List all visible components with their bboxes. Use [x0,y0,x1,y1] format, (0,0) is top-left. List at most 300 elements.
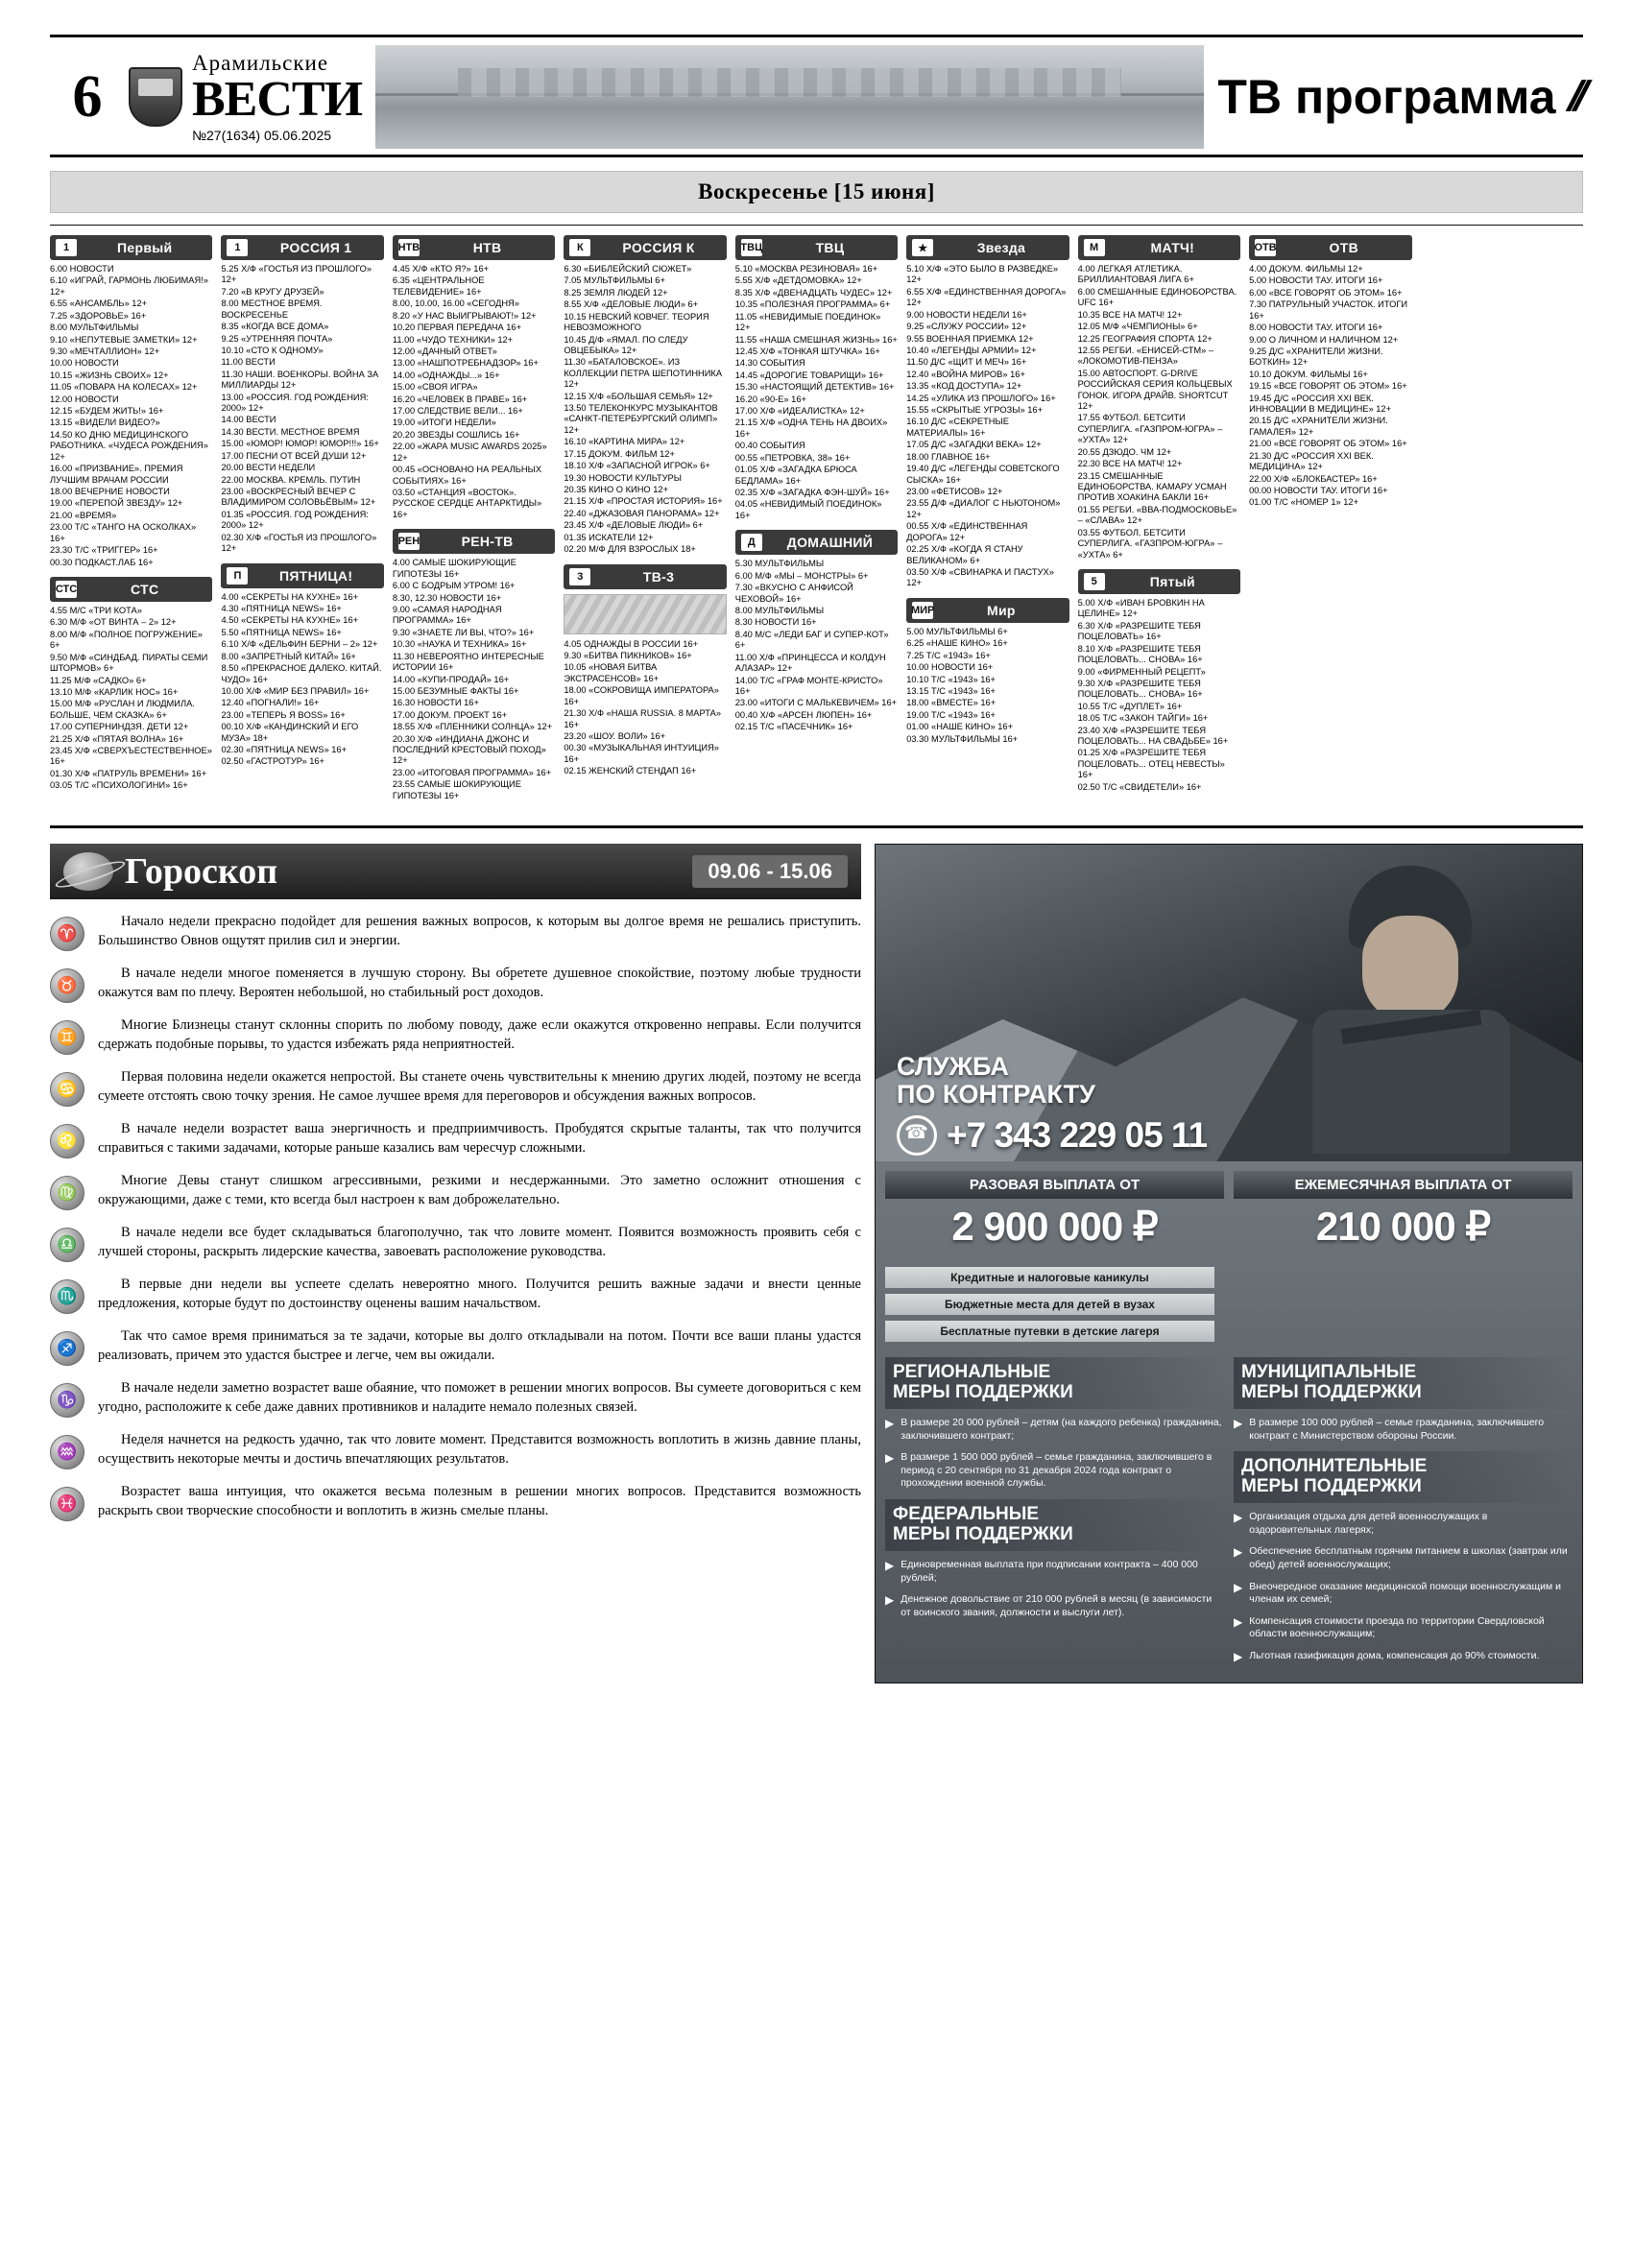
channel-listings [393,558,555,801]
program-entry: 00.30 ПОДКАСТ.ЛАБ 16+ [50,557,154,567]
program-entry: 4.30 «ПЯТНИЦА NEWS» 16+ [221,603,342,613]
program-entry: 9.55 ВОЕННАЯ ПРИЕМКА 12+ [906,333,1034,344]
program-entry: 12.25 ГЕОГРАФИЯ СПОРТА 12+ [1077,333,1213,344]
phone-icon [897,1115,937,1156]
program-entry: 23.00 «ВОСКРЕСНЫЙ ВЕЧЕР С ВЛАДИМИРОМ СОЛОВЬЁВЫМ» 12+ [221,487,376,508]
onetime-payment [885,1171,1224,1257]
measure-item [1234,1545,1573,1571]
section-title: ТВ программа [1217,70,1556,124]
program-entry: 5.10 Х/Ф «ЭТО БЫЛО В РАЗВЕДКЕ» 12+ [906,264,1059,285]
program-entry: 02.15 Т/С «ПАСЕЧНИК» 16+ [734,722,853,732]
ad-benefit-item: Бюджетные места для детей в вузах [885,1294,1214,1315]
program-entry: 02.15 ЖЕНСКИЙ СТЕНДАП 16+ [564,766,697,776]
horoscope-signs [50,913,861,1521]
ad-benefit-item: Бесплатные путевки в детские лагеря [885,1321,1214,1342]
program-entry: 14.45 «ДОРОГИЕ ТОВАРИЩИ» 16+ [734,370,884,380]
program-entry: 20.30 Х/Ф «ИНДИАНА ДЖОНС И ПОСЛЕДНИЙ КРЕСТОВЫЙ ПОХОД» 12+ [392,733,546,766]
horoscope-header [50,844,861,899]
program-entry: 01.00 Т/С «НОМЕР 1» 12+ [1249,497,1359,508]
program-entry: 22.40 «ДЖАЗОВАЯ ПАНОРАМА» 12+ [564,508,720,518]
zodiac-icon: ♒ [50,1435,84,1469]
channel-name: ТВЦ [815,240,845,255]
program-entry: 23.00 «ИТОГИ С МАЛЬКЕВИЧЕМ» 16+ [734,698,898,708]
paper-name-big: ВЕСТИ [192,72,363,128]
program-entry: 21.00 «ВРЕМЯ» [50,510,117,520]
channel-name: ДОМАШНИЙ [786,535,874,551]
measure-text: Организация отдыха для детей военнослужащих в оздоровительных лагерях; [1249,1510,1488,1536]
channel-name: РЕН-ТВ [461,534,514,550]
program-entry: 02.30 Х/Ф «ГОСТЬЯ ИЗ ПРОШЛОГО» 12+ [221,532,377,554]
program-entry: 10.00 Х/Ф «МИР БЕЗ ПРАВИЛ» 16+ [221,685,370,696]
arrow-icon: ▶ [1234,1510,1243,1524]
horoscope-text: Первая половина недели окажется непростой. Вы станете очень чувствительны к мнению других людей, поэтому не всегда сумеете отстоять свою точку зрения. Не самое лучшее время для переговоров и обсуждения важных вопросов. [98,1069,861,1104]
program-entry: 12.40 «ВОЙНА МИРОВ» 16+ [906,369,1025,379]
program-entry: 11.05 «ПОВАРА НА КОЛЕСАХ» 12+ [50,382,198,393]
program-entry: 02.25 Х/Ф «КОГДА Я СТАНУ ВЕЛИКАНОМ» 6+ [906,544,1023,565]
horoscope-sign [50,1431,861,1469]
program-entry: 23.40 Х/Ф «РАЗРЕШИТЕ ТЕБЯ ПОЦЕЛОВАТЬ... НА СВАДЬБЕ» 16+ [1077,725,1229,747]
horoscope-sign [50,1276,861,1314]
program-entry: 01.25 Х/Ф «РАЗРЕШИТЕ ТЕБЯ ПОЦЕЛОВАТЬ... ОТЕЦ НЕВЕСТЫ» 16+ [1077,748,1225,780]
program-entry: 9.00 НОВОСТИ НЕДЕЛИ 16+ [906,309,1027,320]
zodiac-icon: ♊ [50,1020,84,1055]
program-entry: 9.00 «ФИРМЕННЫЙ РЕЦЕПТ» [1077,666,1206,677]
horoscope-title: Гороскоп [125,851,278,893]
measure-text: В размере 100 000 рублей – семье гражданина, заключившего контракт с Министерством обороны России. [1249,1416,1545,1442]
channel-listings [1078,264,1240,561]
horoscope-text: Начало недели прекрасно подойдет для решения важных вопросов, к которым вы долгое время не решались приступить. Большинство Овнов ощутят прилив сил и энергии. [98,914,861,948]
program-entry: 21.15 Х/Ф «ПРОСТАЯ ИСТОРИЯ» 16+ [564,496,723,507]
program-entry: 4.50 «СЕКРЕТЫ НА КУХНЕ» 16+ [221,615,359,626]
program-entry: 7.20 «В КРУГУ ДРУЗЕЙ» [221,286,324,297]
program-entry: 17.00 СУПЕРНИНДЗЯ. ДЕТИ 12+ [50,722,189,732]
program-entry: 16.20 «ЧЕЛОВЕК В ПРАВЕ» 16+ [392,394,528,404]
arrow-icon: ▶ [1234,1416,1243,1430]
program-entry: 6.10 Х/Ф «ДЕЛЬФИН БЕРНИ – 2» 12+ [221,639,378,650]
program-entry: 01.30 Х/Ф «ПАТРУЛЬ ВРЕМЕНИ» 16+ [50,768,207,778]
tv-column [393,235,555,802]
program-entry: 20.55 ДЗЮДО. ЧМ 12+ [1077,446,1172,457]
program-entry: 14.00 Т/С «ГРАФ МОНТЕ-КРИСТО» 16+ [734,675,883,696]
channel-name: Звезда [976,240,1026,255]
program-entry: 9.30 «ЗНАЕТЕ ЛИ ВЫ, ЧТО?» 16+ [392,627,535,637]
horoscope-text: Многие Девы станут слишком агрессивными, резкими и несдержанными. Это заметно осложнит отношения с окружающими, даже с теми, кто всегда был настроен к вам доброжелательно. [98,1173,861,1207]
program-entry: 8.50 «ПРЕКРАСНОЕ ДАЛЕКО. КИТАЙ. ЧУДО» 16+ [221,663,382,684]
program-entry: 6.00 С БОДРЫМ УТРОМ! 16+ [392,581,516,591]
ad-service-line1: СЛУЖБА [897,1052,1009,1082]
channel-header [564,564,726,589]
program-entry: 22.30 ВСЕ НА МАТЧ! 12+ [1077,459,1183,469]
program-entry: 20.15 Д/С «ХРАНИТЕЛИ ЖИЗНИ. ГАМАЛЕЯ» 12+ [1249,416,1388,437]
program-entry: 9.00 «САМАЯ НАРОДНАЯ ПРОГРАММА» 16+ [392,604,502,626]
program-entry: 21.30 Х/Ф «НАША RUSSIA. 8 МАРТА» 16+ [564,708,721,729]
horoscope-text: В начале недели возрастет ваша энергичность и предприимчивость. Пробудятся скрытые таланты, так что получится справиться с такими задачами, которые раньше казались вам чересчур сложными. [98,1121,861,1156]
program-entry: 02.35 Х/Ф «ЗАГАДКА ФЭН-ШУЙ» 16+ [734,488,890,498]
measure-text: В размере 1 500 000 рублей – семье гражданина, заключившего в период с 20 сентября по 31 декабря 2024 года контракт о прохождении военной службы. [901,1451,1213,1490]
program-entry: 00.40 СОБЫТИЯ [734,441,805,451]
program-entry: 23.00 Т/С «ТАНГО НА ОСКОЛКАХ» 16+ [50,522,197,543]
program-entry: 15.00 АВТОСПОРТ. G-DRIVE РОССИЙСКАЯ СЕРИЯ КОЛЬЦЕВЫХ ГОНОК. ИГОРА ДРАЙВ. SHORTCUT 12+ [1077,368,1233,412]
program-entry: 14.50 КО ДНЮ МЕДИЦИНСКОГО РАБОТНИКА. «ЧУДЕСА РОЖДЕНИЯ» 12+ [50,429,208,462]
monthly-value: 210 000 ₽ [1315,1204,1491,1250]
program-entry: 14.30 ВЕСТИ. МЕСТНОЕ ВРЕМЯ [221,426,360,437]
program-entry: 5.30 МУЛЬТФИЛЬМЫ [734,559,825,569]
horoscope-text: Неделя начнется на редкость удачно, так что ловите момент. Представится возможность воплотить в жизнь давние планы, осуществить некоторые мечты и достичь впечатляющих результатов. [98,1432,861,1467]
arrow-icon: ▶ [885,1451,895,1466]
channel-header [221,563,383,588]
channel-name: ОТВ [1329,240,1358,255]
program-entry: 4.00 САМЫЕ ШОКИРУЮЩИЕ ГИПОТЕЗЫ 16+ [392,558,516,579]
top-rule [50,35,1583,37]
horoscope-sign [50,965,861,1003]
program-entry: 12.45 Х/Ф «ТОНКАЯ ШТУЧКА» 16+ [734,346,880,356]
program-entry: 8.00 МЕСТНОЕ ВРЕМЯ. ВОСКРЕСЕНЬЕ [221,298,323,320]
program-entry: 01.35 «РОССИЯ. ГОД РОЖДЕНИЯ: 2000» 12+ [221,509,369,531]
program-entry: 10.00 НОВОСТИ 16+ [906,662,994,673]
program-entry: 21.30 Д/С «РОССИЯ XXI ВЕК. МЕДИЦИНА» 12+ [1249,450,1374,472]
horoscope-text: В первые дни недели вы успеете сделать невероятно много. Получится решить важные задачи и внести ценные предложения, которые будут по достоинству оценены вашим начальством. [98,1277,861,1311]
channel-block-стс [50,577,212,793]
program-entry: 00.55 Х/Ф «ЕДИНСТВЕННАЯ ДОРОГА» 12+ [906,521,1028,542]
onetime-value: 2 900 000 ₽ [951,1204,1158,1250]
program-entry: 15.00 М/Ф «РУСЛАН И ЛЮДМИЛА. БОЛЬШЕ, ЧЕМ СКАЗКА» 6+ [50,699,195,720]
program-entry: 02.20 М/Ф ДЛЯ ВЗРОСЛЫХ 18+ [564,544,696,555]
program-entry: 9.25 «СЛУЖУ РОССИИ» 12+ [906,322,1027,332]
program-entry: 15.00 БЕЗУМНЫЕ ФАКТЫ 16+ [392,685,519,696]
program-entry: 7.25 «ЗДОРОВЬЕ» 16+ [50,310,147,321]
channel-block-мир [906,598,1069,746]
channel-listings [735,559,898,732]
measure-item [885,1451,1224,1491]
arrow-icon: ▶ [885,1558,895,1572]
program-entry: 4.00 ЛЕГКАЯ АТЛЕТИКА. БРИЛЛИАНТОВАЯ ЛИГА 6+ [1077,264,1194,285]
zodiac-icon: ♉ [50,968,84,1003]
contract-service-ad [875,844,1583,1683]
program-entry: 8.00 МУЛЬТФИЛЬМЫ [734,605,825,615]
horoscope-sign [50,1483,861,1521]
program-entry: 23.55 САМЫЕ ШОКИРУЮЩИЕ ГИПОТЕЗЫ 16+ [392,779,521,800]
zodiac-icon: ♑ [50,1383,84,1418]
horoscope-sign [50,1120,861,1158]
zodiac-icon: ♎ [50,1228,84,1262]
program-entry: 02.50 «ГАСТРОТУР» 16+ [221,756,324,767]
measure-item [1234,1650,1573,1663]
program-entry: 10.35 «ПОЛЕЗНАЯ ПРОГРАММА» 6+ [734,299,891,310]
channel-header [1078,569,1240,594]
program-entry: 03.50 Х/Ф «СВИНАРКА И ПАСТУХ» 12+ [906,566,1054,588]
horoscope-block [50,844,861,1683]
horoscope-text: В начале недели все будет складываться благополучно, так что ловите момент. Появится возможность проявить себя с лучшей стороны, раскрыть лидерские качества, завоевать расположение руководства. [98,1225,861,1259]
program-entry: 17.05 Д/С «ЗАГАДКИ ВЕКА» 12+ [906,440,1042,450]
horoscope-text: В начале недели заметно возрастет ваше обаяние, что поможет в решении многих вопросов. Вы сумеете договориться с кем угодно, расположите к себе даже давних противников и наладите немало полезных связей. [98,1380,861,1415]
program-entry: 00.00 НОВОСТИ ТАУ. ИТОГИ 16+ [1249,486,1388,496]
horoscope-sign [50,1016,861,1055]
channel-logo-icon: ТВЦ [741,239,762,256]
tv-column [1078,235,1240,802]
channel-header [906,598,1069,623]
program-entry: 8.00, 10.00, 16.00 «СЕГОДНЯ» [392,298,519,309]
program-entry: 6.55 «АНСАМБЛЬ» 12+ [50,298,148,309]
onetime-header: РАЗОВАЯ ВЫПЛАТА ОТ [885,1171,1224,1199]
program-entry: 5.00 МУЛЬТФИЛЬМЫ 6+ [906,626,1008,636]
channel-header [564,235,726,260]
program-entry: 12.55 РЕГБИ. «ЕНИСЕЙ-СТМ» – «ЛОКОМОТИВ-ПЕНЗА» [1077,345,1214,367]
paper-logo [125,45,362,149]
channel-logo-icon: П [227,567,248,585]
measure-item [885,1417,1224,1443]
program-entry: 10.10 Т/С «1943» 16+ [906,674,996,684]
program-entry: 16.00 «ПРИЗВАНИЕ». ПРЕМИЯ ЛУЧШИМ ВРАЧАМ РОССИИ [50,464,183,485]
program-entry: 10.20 ПЕРВАЯ ПЕРЕДАЧА 16+ [392,322,522,333]
measures-title: ФЕДЕРАЛЬНЫЕ МЕРЫ ПОДДЕРЖКИ [885,1499,1224,1551]
channel-header [393,235,555,260]
program-entry: 17.00 ПЕСНИ ОТ ВСЕЙ ДУШИ 12+ [221,450,367,461]
horoscope-sign [50,1068,861,1107]
program-entry: 22.00 МОСКВА. КРЕМЛЬ. ПУТИН [221,474,361,485]
measure-item [885,1593,1224,1619]
program-entry: 10.00 НОВОСТИ [50,358,119,369]
program-entry: 17.00 ДОКУМ. ПРОЕКТ 16+ [392,709,508,720]
program-entry: 16.30 НОВОСТИ 16+ [392,698,479,708]
program-entry: 10.15 НЕВСКИЙ КОВЧЕГ. ТЕОРИЯ НЕВОЗМОЖНОГО [564,311,709,333]
program-entry: 11.50 Д/С «ЩИТ И МЕЧ» 16+ [906,357,1027,368]
program-entry: 4.00 ДОКУМ. ФИЛЬМЫ 12+ [1249,264,1363,274]
measures-title: МУНИЦИПАЛЬНЫЕ МЕРЫ ПОДДЕРЖКИ [1234,1357,1573,1409]
slash-decoration: // [1561,73,1590,120]
monthly-header: ЕЖЕМЕСЯЧНАЯ ВЫПЛАТА ОТ [1234,1171,1573,1199]
program-entry: 13.15 Т/С «1943» 16+ [906,685,996,696]
program-entry: 13.15 «ВИДЕЛИ ВИДЕО?» [50,418,160,428]
program-entry: 23.30 Т/С «ТРИГГЕР» 16+ [50,545,158,556]
channel-logo-icon: К [569,239,590,256]
channel-logo-icon: 1 [56,239,77,256]
program-entry: 23.20 «ШОУ. ВОЛИ» 16+ [564,730,666,741]
channel-listings [221,592,383,768]
program-entry: 7.05 МУЛЬТФИЛЬМЫ 6+ [564,275,665,286]
ad-phone-row[interactable] [897,1115,1207,1156]
program-entry: 19.00 «ИТОГИ НЕДЕЛИ» [392,418,496,428]
program-entry: 17.00 СЛЕДСТВИЕ ВЕЛИ... 16+ [392,406,523,417]
program-entry: 8.55 Х/Ф «ДЕЛОВЫЕ ЛЮДИ» 6+ [564,299,699,310]
program-entry: 6.35 «ЦЕНТРАЛЬНОЕ ТЕЛЕВИДЕНИЕ» 16+ [392,275,485,297]
ad-phone-number[interactable]: +7 343 229 05 11 [947,1115,1208,1156]
program-entry: 02.50 Т/С «СВИДЕТЕЛИ» 16+ [1077,781,1202,792]
program-entry: 01.35 ИСКАТЕЛИ 12+ [564,532,654,542]
measures-title: РЕГИОНАЛЬНЫЕ МЕРЫ ПОДДЕРЖКИ [885,1357,1224,1409]
program-entry: 10.40 «ЛЕГЕНДЫ АРМИИ» 12+ [906,345,1037,355]
channel-block-нтв [393,235,555,521]
program-entry: 10.35 ВСЕ НА МАТЧ! 12+ [1077,309,1183,320]
channel-logo-icon: РЕН [398,533,420,550]
program-entry: 23.15 СМЕШАННЫЕ ЕДИНОБОРСТВА. КАМАРУ УСМАН ПРОТИВ ХОАКИНА БАКЛИ 16+ [1077,470,1227,503]
arrow-icon: ▶ [885,1593,895,1608]
program-entry: 01.00 «НАШЕ КИНО» 16+ [906,722,1013,732]
measure-text: В размере 20 000 рублей – детям (на каждого ребенка) гражданина, заключившего контракт; [901,1416,1222,1442]
program-entry: 13.10 М/Ф «КАРЛИК НОС» 16+ [50,686,179,697]
program-entry: 6.00 СМЕШАННЫЕ ЕДИНОБОРСТВА. UFC 16+ [1077,286,1237,308]
day-bar [50,171,1583,213]
program-entry: 6.10 «ИГРАЙ, ГАРМОНЬ ЛЮБИМАЯ!» 12+ [50,275,208,297]
channel-name: ПЯТНИЦА! [279,567,353,584]
channel-listings [221,264,383,555]
channel-name: СТС [131,581,159,597]
program-entry: 9.10 «НЕПУТЕВЫЕ ЗАМЕТКИ» 12+ [50,334,198,345]
program-entry: 21.25 Х/Ф «ПЯТАЯ ВОЛНА» 16+ [50,733,184,744]
measure-text: Льготная газификация дома, компенсация до 90% стоимости. [1249,1650,1540,1662]
program-entry: 8.20 «У НАС ВЫИГРЫВАЮТ!» 12+ [392,310,537,321]
program-entry: 12.40 «ПОГНАЛИ!» 16+ [221,698,320,708]
program-entry: 20.35 КИНО О КИНО 12+ [564,485,668,495]
program-entry: 11.05 «НЕВИДИМЫЕ ПОЕДИНОК» 12+ [734,311,881,333]
horoscope-text: Многие Близнецы станут склонны спорить по любому поводу, даже если окажутся откровенно неправы. Если получится сдержать подобные порывы, то удастся избежать ряда неприятностей. [98,1017,861,1052]
program-entry: 11.55 «НАША СМЕШНАЯ ЖИЗНЬ» 16+ [734,334,898,345]
coat-of-arms-icon [129,67,182,127]
program-entry: 04.05 «НЕВИДИМЫЙ ПОЕДИНОК» 16+ [734,499,882,520]
channel-logo-icon: 3 [569,568,590,585]
program-entry: 22.00 Х/Ф «БЛОКБАСТЕР» 16+ [1249,473,1378,484]
program-entry: 18.00 ГЛАВНОЕ 16+ [906,451,991,462]
channel-listings [1249,264,1411,509]
program-entry: 6.30 Х/Ф «РАЗРЕШИТЕ ТЕБЯ ПОЦЕЛОВАТЬ» 16+ [1077,620,1201,642]
program-entry: 10.30 «НАУКА И ТЕХНИКА» 16+ [392,639,527,650]
zodiac-icon: ♋ [50,1072,84,1107]
channel-block-тв-3 [564,564,726,778]
zodiac-icon: ♐ [50,1331,84,1366]
arrow-icon: ▶ [1234,1545,1243,1560]
program-entry: 22.00 «ЖАРА MUSIC AWARDS 2025» 12+ [392,442,547,463]
measure-text: Денежное довольствие от 210 000 рублей в месяц (в зависимости от воинского звания, должности и выслуги лет). [901,1593,1213,1618]
program-entry: 6.55 Х/Ф «ЕДИНСТВЕННАЯ ДОРОГА» 12+ [906,286,1067,308]
day-bar-label: Воскресенье [15 июня] [698,179,935,203]
channel-logo-icon: ★ [912,239,933,256]
channel-block-домашний [735,530,898,733]
program-entry: 23.55 Д/Ф «ДИАЛОГ С НЬЮТОНОМ» 12+ [906,498,1061,519]
measure-text: Компенсация стоимости проезда по территории Свердловской области военнослужащим; [1249,1614,1545,1640]
program-entry: 23.45 Х/Ф «ДЕЛОВЫЕ ЛЮДИ» 6+ [564,520,704,531]
program-entry: 9.30 «МЕЧТАЛЛИОН» 12+ [50,346,160,356]
program-entry: 8.10 Х/Ф «РАЗРЕШИТЕ ТЕБЯ ПОЦЕЛОВАТЬ... СНОВА» 16+ [1077,643,1203,665]
program-entry: 23.00 «ФЕТИСОВ» 12+ [906,487,1003,497]
program-entry: 19.40 Д/С «ЛЕГЕНДЫ СОВЕТСКОГО СЫСКА» 16+ [906,464,1060,485]
channel-block-россия-1 [221,235,383,556]
horoscope-text: Возрастет ваша интуиция, что окажется весьма полезным в решении многих вопросов. Представится возможность раскрыть свои творческие способности и воплотить в жизнь смелые планы. [98,1484,861,1518]
program-entry: 03.55 ФУТБОЛ. БЕТСИТИ СУПЕРЛИГА. «ГАЗПРОМ-ЮГРА» – «УХТА» 6+ [1077,527,1223,560]
program-entry: 8.00 М/Ф «ПОЛНОЕ ПОГРУЖЕНИЕ» 6+ [50,629,203,651]
channel-header [221,235,383,260]
soldier-photo [1309,866,1515,1154]
program-entry: 10.10 «СТО К ОДНОМУ» [221,345,324,355]
channel-name: Первый [117,240,173,255]
program-entry: 8.40 М/С «ЛЕДИ БАГ И СУПЕР-КОТ» 6+ [734,629,889,651]
channel-block-твц [735,235,898,522]
zodiac-icon: ♓ [50,1487,84,1521]
program-entry: 8.35 «КОГДА ВСЕ ДОМА» [221,322,329,332]
horoscope-text: Так что самое время приниматься за те задачи, которые вы долго откладывали на потом. Почти все ваши планы удастся реализовать, причем это удастся быстрее и легче, чем вы ожидали. [98,1328,861,1363]
channel-header [50,235,212,260]
program-entry: 8.25 ЗЕМЛЯ ЛЮДЕЙ 12+ [564,287,668,298]
program-entry: 19.00 «ПЕРЕПОЙ ЗВЕЗДУ» 12+ [50,498,183,509]
channel-name: МАТЧ! [1150,240,1195,255]
horoscope-sign [50,1379,861,1418]
program-entry: 17.00 Х/Ф «ИДЕАЛИСТКА» 12+ [734,406,865,417]
channel-logo-icon: 5 [1084,573,1105,590]
channel-header [735,530,898,555]
program-entry: 5.00 НОВОСТИ ТАУ. ИТОГИ 16+ [1249,275,1383,286]
measures-title: ДОПОЛНИТЕЛЬНЫЕ МЕРЫ ПОДДЕРЖКИ [1234,1451,1573,1503]
ad-service-line2: ПО КОНТРАКТУ [897,1079,1095,1109]
face-shape [1362,916,1458,1023]
tv-column [221,235,383,802]
channel-block-пятый [1078,569,1240,794]
program-entry: 16.10 «КАРТИНА МИРА» 12+ [564,437,685,447]
program-entry: 7.25 Т/С «1943» 16+ [906,650,991,660]
channel-header [1249,235,1411,260]
program-entry: 12.15 Х/Ф «БОЛЬШАЯ СЕМЬЯ» 12+ [564,391,713,401]
channel-name: РОССИЯ К [622,240,695,255]
program-entry: 18.05 Т/С «ЗАКОН ТАЙГИ» 16+ [1077,713,1209,724]
program-entry: 4.45 Х/Ф «КТО Я?» 16+ [392,264,490,274]
channel-name: Пятый [1149,573,1195,589]
program-entry: 18.10 Х/Ф «ЗАПАСНОЙ ИГРОК» 6+ [564,461,710,471]
program-entry: 5.55 Х/Ф «ДЕТДОМОВКА» 12+ [734,275,862,286]
program-entry: 11.25 М/Ф «САДКО» 6+ [50,675,147,685]
channel-logo-icon: ОТВ [1255,239,1276,256]
program-entry: 6.25 «НАШЕ КИНО» 16+ [906,638,1008,649]
measure-item [885,1559,1224,1585]
measures-column [1234,1357,1573,1672]
program-entry: 5.10 «МОСКВА РЕЗИНОВАЯ» 16+ [734,264,878,274]
program-entry: 23.45 Х/Ф «СВЕРХЪЕСТЕСТВЕННОЕ» 16+ [50,746,212,767]
arrow-icon: ▶ [1234,1614,1243,1629]
program-entry: 11.00 Х/Ф «ПРИНЦЕССА И КОЛДУН АЛАЗАР» 12+ [734,652,886,674]
program-entry: 7.30 «ВКУСНО С АНФИСОЙ ЧЕХОВОЙ» 16+ [734,583,853,604]
program-entry: 01.05 Х/Ф «ЗАГАДКА БРЮСА БЕДЛАМА» 16+ [734,465,857,486]
channel-header [735,235,898,260]
channel-name: РОССИЯ 1 [279,240,352,255]
program-entry: 11.30 «БАТАЛОВСКОЕ». ИЗ КОЛЛЕКЦИИ ПЕТРА ШЕПОТИННИКА 12+ [564,357,723,390]
program-entry: 13.35 «КОД ДОСТУПА» 12+ [906,381,1022,392]
program-entry: 13.00 «НАШПОТРЕБНАДЗОР» 16+ [392,358,539,369]
program-entry: 12.00 НОВОСТИ [50,394,119,404]
program-entry: 10.15 «ЖИЗНЬ СВОИХ» 12+ [50,370,169,380]
program-entry: 8.35 Х/Ф «ДВЕНАДЦАТЬ ЧУДЕС» 12+ [734,287,893,298]
program-entry: 20.20 ЗВЕЗДЫ СОШЛИСЬ 16+ [392,429,520,440]
program-entry: 00.55 «ПЕТРОВКА, 38» 16+ [734,452,851,463]
program-entry: 8.00 «ЗАПРЕТНЫЙ КИТАЙ» 16+ [221,651,356,661]
horoscope-sign [50,1172,861,1210]
program-entry: 14.30 СОБЫТИЯ [734,358,805,369]
program-entry: 19.00 Т/С «1943» 16+ [906,709,996,720]
program-entry: 13.00 «РОССИЯ. ГОД РОЖДЕНИЯ: 2000» 12+ [221,392,369,414]
program-entry: 03.30 МУЛЬТФИЛЬМЫ 16+ [906,733,1019,744]
tv-column [906,235,1069,802]
channel-logo-icon: МИР [912,602,933,619]
program-entry: 10.55 Т/С «ДУПЛЕТ» 16+ [1077,701,1183,711]
ad-benefit-item: Кредитные и налоговые каникулы [885,1267,1214,1288]
program-entry: 18.00 ВЕЧЕРНИЕ НОВОСТИ [50,487,170,497]
support-measures [876,1348,1582,1682]
lower-section [50,825,1583,1683]
program-entry: 9.30 Х/Ф «РАЗРЕШИТЕ ТЕБЯ ПОЦЕЛОВАТЬ... СНОВА» 16+ [1077,678,1203,700]
channel-block-рен-тв [393,529,555,802]
channel-listings [564,639,726,777]
program-entry: 8.00 МУЛЬТФИЛЬМЫ [50,322,139,333]
issue-info: №27(1634) 05.06.2025 [192,127,332,143]
program-entry: 17.15 ДОКУМ. ФИЛЬМ 12+ [564,448,675,459]
ad-service-label [897,1053,1095,1108]
channel-listings [906,627,1069,745]
program-entry: 18.00 «ВМЕСТЕ» 16+ [906,698,997,708]
